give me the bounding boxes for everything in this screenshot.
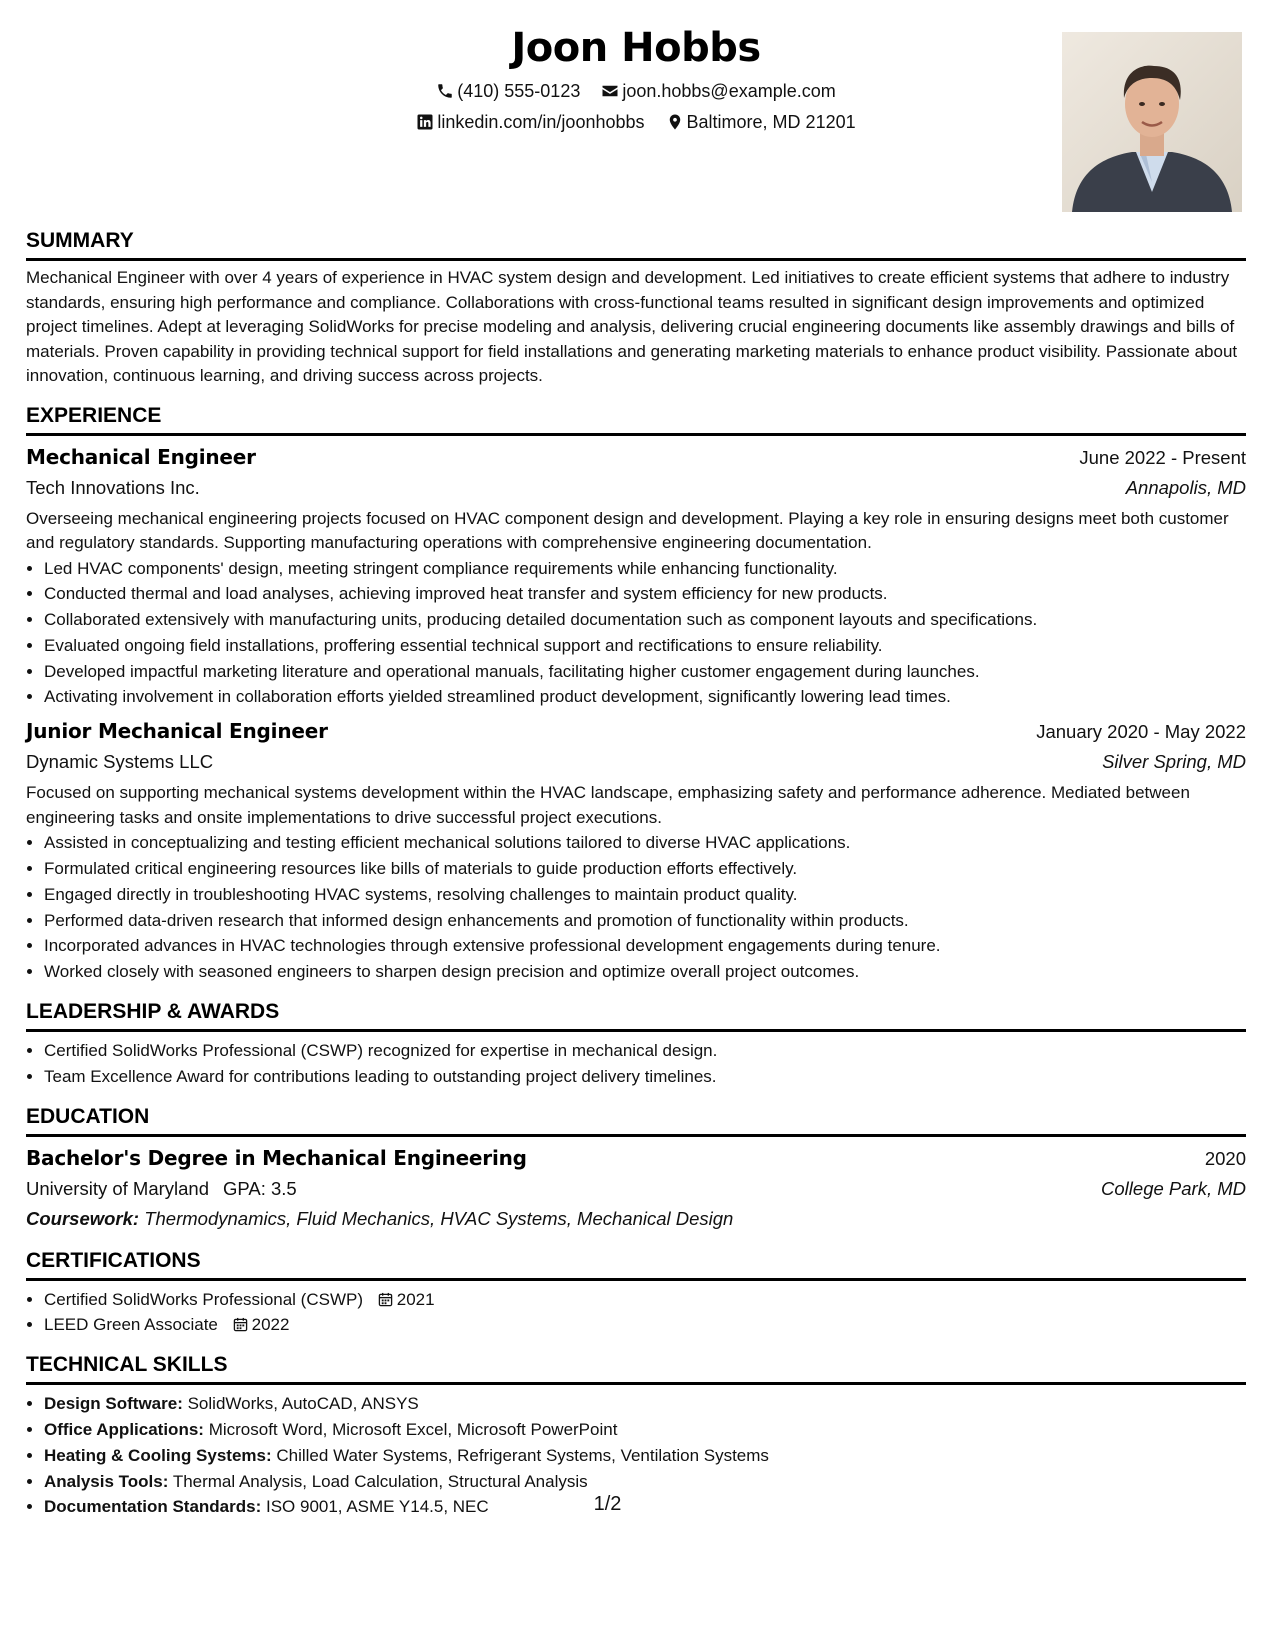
location-text: Baltimore, MD 21201: [686, 112, 856, 132]
list-item: • Engaged directly in troubleshooting HVAC systems, resolving challenges to maintain product quality.: [44, 882, 1246, 908]
list-item: • Conducted thermal and load analyses, achieving improved heat transfer and system efficiency for new products.: [44, 581, 1246, 607]
skill-value: SolidWorks, AutoCAD, ANSYS: [187, 1394, 419, 1414]
leadership-heading: LEADERSHIP & AWARDS: [26, 999, 1246, 1032]
school-name: University of Maryland: [26, 1177, 210, 1199]
coursework-list: Thermodynamics, Fluid Mechanics, HVAC Systems, Mechanical Design: [144, 1207, 734, 1229]
coursework-label: Coursework:: [26, 1207, 140, 1229]
job-location: Silver Spring, MD: [1102, 751, 1246, 773]
skill-value: Microsoft Word, Microsoft Excel, Microsoft PowerPoint: [208, 1420, 618, 1440]
list-item: [44, 1312, 1246, 1338]
graduation-year: 2020: [1204, 1147, 1246, 1169]
list-item: [44, 1417, 1246, 1443]
job-company: Dynamic Systems LLC: [26, 751, 214, 773]
page-number: 1/2: [593, 1493, 622, 1515]
contact-linkedin[interactable]: [416, 110, 644, 134]
cert-name: Certified SolidWorks Professional (CSWP): [44, 1289, 363, 1309]
coursework: [26, 1204, 1246, 1234]
list-item: [44, 1443, 1246, 1469]
gpa: GPA: 3.5: [223, 1177, 297, 1199]
linkedin-text: linkedin.com/in/joonhobbs: [437, 112, 645, 132]
leadership-section: [26, 999, 1246, 1090]
list-item: [44, 1391, 1246, 1417]
phone-icon: [436, 82, 454, 100]
skill-label: Analysis Tools:: [44, 1471, 169, 1491]
certifications-section: [26, 1248, 1246, 1339]
profile-photo: [1062, 32, 1242, 212]
portrait-image: [1062, 32, 1242, 212]
summary-heading: SUMMARY: [26, 228, 1246, 261]
resume-page: [26, 24, 1246, 1520]
job-title: Mechanical Engineer: [26, 444, 256, 469]
list-item: • Incorporated advances in HVAC technologies through extensive professional development engagements during tenure.: [44, 933, 1246, 959]
contact-location: [666, 110, 856, 134]
certifications-list: [26, 1287, 1246, 1339]
list-item: • Developed impactful marketing literature and operational manuals, facilitating higher customer engagement during launches.: [44, 659, 1246, 685]
experience-heading: EXPERIENCE: [26, 403, 1246, 436]
cert-year: 2022: [251, 1315, 290, 1335]
skill-value: ISO 9001, ASME Y14.5, NEC: [265, 1497, 489, 1517]
job-bullets: [26, 556, 1246, 711]
candidate-name: Joon Hobbs: [511, 25, 761, 71]
contact-phone[interactable]: [436, 79, 580, 103]
experience-section: [26, 403, 1246, 986]
job-bullets: [26, 830, 1246, 985]
list-item: • Evaluated ongoing field installations, proffering essential technical support and rectifications to ensure reliability.: [44, 633, 1246, 659]
cert-name: LEED Green Associate: [44, 1315, 218, 1335]
list-item: • Performed data-driven research that informed design enhancements and promotion of functionality within products.: [44, 908, 1246, 934]
cert-year: 2021: [396, 1289, 435, 1309]
list-item: • Worked closely with seasoned engineers to sharpen design precision and optimize overall project outcomes.: [44, 959, 1246, 985]
list-item: • Assisted in conceptualizing and testing efficient mechanical solutions tailored to diverse HVAC applications.: [44, 830, 1246, 856]
skill-label: Design Software:: [44, 1394, 183, 1414]
envelope-icon: [601, 82, 619, 100]
map-pin-icon: [666, 113, 684, 131]
list-item: [44, 1469, 1246, 1495]
linkedin-icon: [416, 113, 434, 131]
list-item: • Led HVAC components' design, meeting stringent compliance requirements while enhancing functionality.: [44, 556, 1246, 582]
calendar-icon: [378, 1292, 393, 1307]
skill-label: Heating & Cooling Systems:: [44, 1445, 272, 1465]
education-heading: EDUCATION: [26, 1104, 1246, 1137]
job-description: Overseeing mechanical engineering projects focused on HVAC component design and development. Playing a key role in ensuring designs meet both customer and regulatory standards. Supporting manufacturing operations with comprehensive engineering documentation.: [26, 508, 1229, 552]
job-entry: [26, 716, 1246, 985]
summary-section: [26, 228, 1246, 389]
list-item: [44, 1287, 1246, 1313]
list-item: • Team Excellence Award for contributions leading to outstanding project delivery timelines.: [44, 1064, 1246, 1090]
list-item: • Formulated critical engineering resources like bills of materials to guide production efforts effectively.: [44, 856, 1246, 882]
list-item: • Activating involvement in collaboration efforts yielded streamlined product development, significantly lowering lead times.: [44, 684, 1246, 710]
calendar-icon: [233, 1317, 248, 1332]
leadership-list: [26, 1038, 1246, 1090]
skill-label: Documentation Standards:: [44, 1497, 262, 1517]
skill-value: Chilled Water Systems, Refrigerant Systems, Ventilation Systems: [276, 1445, 769, 1465]
certifications-heading: CERTIFICATIONS: [26, 1248, 1246, 1281]
job-location: Annapolis, MD: [1125, 476, 1246, 498]
list-item: • Collaborated extensively with manufacturing units, producing detailed documentation such as component layouts and specifications.: [44, 607, 1246, 633]
job-dates: June 2022 - Present: [1079, 446, 1246, 468]
list-item: • Certified SolidWorks Professional (CSWP) recognized for expertise in mechanical design.: [44, 1038, 1246, 1064]
job-description: Focused on supporting mechanical systems development within the HVAC landscape, emphasizing safety and performance adherence. Mediated between engineering tasks and onsite implementations to drive successful project executions.: [26, 783, 1190, 827]
resume-header: [26, 24, 1246, 212]
job-title: Junior Mechanical Engineer: [26, 719, 328, 744]
email-text: joon.hobbs@example.com: [622, 81, 836, 101]
degree-title: Bachelor's Degree in Mechanical Engineering: [26, 1145, 527, 1170]
education-entry: [26, 1143, 1246, 1234]
skill-value: Thermal Analysis, Load Calculation, Structural Analysis: [172, 1471, 588, 1491]
phone-text: (410) 555-0123: [457, 81, 581, 101]
contact-email[interactable]: [601, 79, 835, 103]
skills-heading: TECHNICAL SKILLS: [26, 1352, 1246, 1385]
job-entry: [26, 442, 1246, 711]
school-location: College Park, MD: [1101, 1177, 1246, 1199]
summary-text: Mechanical Engineer with over 4 years of experience in HVAC system design and development. Led initiatives to create efficient systems that adhere to industry standards, ensuring high performance and compliance. Collaborations with cross-functional teams resulted in significant design improvements and optimized project timelines. Adept at leveraging SolidWorks for precise modeling and analysis, delivering crucial engineering documents like assembly drawings and bills of materials. Proven capability in providing technical support for field installations and generating marketing materials to enhance product visibility. Passionate about innovation, continuous learning, and driving success across projects.: [26, 268, 1238, 385]
job-company: Tech Innovations Inc.: [26, 476, 200, 498]
job-dates: January 2020 - May 2022: [1036, 721, 1246, 743]
education-section: [26, 1104, 1246, 1234]
skill-label: Office Applications:: [44, 1420, 204, 1440]
school-line: [26, 1174, 297, 1204]
